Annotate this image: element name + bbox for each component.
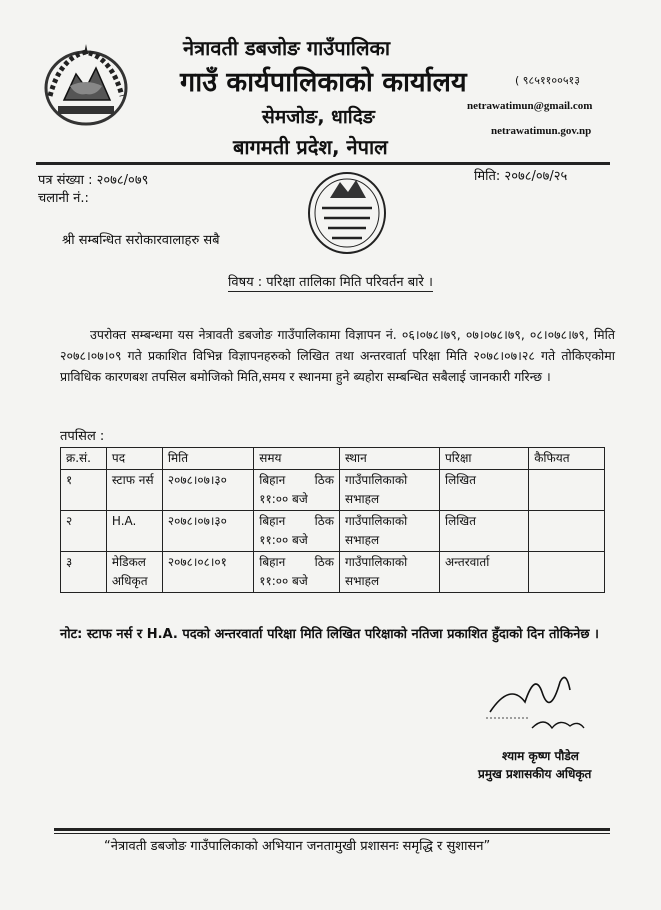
- schedule-label: तपसिल :: [60, 429, 105, 444]
- cell-date: २०७८।०७।३०: [162, 511, 253, 552]
- province-line: बागमती प्रदेश, नेपाल: [233, 135, 388, 159]
- cell-remarks: [529, 552, 605, 593]
- cell-sn: १: [61, 470, 107, 511]
- recipient-line: श्री सम्बन्धित सरोकारवालाहरु सबै: [62, 233, 220, 248]
- cell-remarks: [529, 470, 605, 511]
- cell-place: गाउँपालिकाको सभाहल: [339, 470, 439, 511]
- time-exact: ठिक: [314, 514, 334, 528]
- cell-remarks: [529, 511, 605, 552]
- col-header-exam: परिक्षा: [439, 448, 528, 470]
- signatory-title: प्रमुख प्रशासकीय अधिकृत: [478, 767, 592, 781]
- body-paragraph: उपरोक्त सम्बन्धमा यस नेत्रावती डबजोङ गाउँपालिकामा विज्ञापन नं. ०६।०७८।७९, ०७।०७८।७९, ०८।०७८।७९, मिति २०७८।०७।०९ गते प्रकाशित विभिन्न विज्ञापनहरुको लिखित तथा अन्तरवार्ता परिक्षा मिति २०७८।०७।२८ गते तोकिएकोमा प्राविधिक कारणबश तपसिल बमोजिको मिति,समय र स्थानमा हुने ब्यहोरा सम्बन्धित सबैलाई जानकारी गरिन्छ ।: [60, 327, 615, 384]
- header-divider: [36, 162, 610, 165]
- subject-text: विषय : परिक्षा तालिका मिति परिवर्तन बारे ।: [228, 275, 433, 290]
- col-header-post: पद: [106, 448, 162, 470]
- cell-place: गाउँपालिकाको सभाहल: [339, 511, 439, 552]
- subject-line: [228, 272, 433, 290]
- time-period: बिहान: [259, 555, 286, 569]
- cell-time: [254, 552, 340, 593]
- cell-time: [254, 511, 340, 552]
- municipality-name: नेत्रावती डबजोङ गाउँपालिका: [183, 36, 391, 60]
- col-header-sn: क्र.सं.: [61, 448, 107, 470]
- cell-sn: २: [61, 511, 107, 552]
- footer-divider: [54, 828, 610, 831]
- table-header-row: [61, 448, 605, 470]
- office-name: गाउँ कार्यपालिकाको कार्यालय: [180, 67, 467, 98]
- col-header-time: समय: [254, 448, 340, 470]
- office-stamp-icon: [300, 168, 395, 258]
- time-clock: ११:०० बजे: [259, 533, 308, 547]
- time-clock: ११:०० बजे: [259, 492, 308, 506]
- letter-date: मिति: २०७८/०७/२५: [474, 169, 568, 184]
- nepal-emblem-icon: [40, 38, 132, 130]
- cell-exam: लिखित: [439, 511, 528, 552]
- note-paragraph: नोट: स्टाफ नर्स र H.A. पदको अन्तरवार्ता परिक्षा मिति लिखित परिक्षाको नतिजा प्रकाशित हुँदाको दिन तोकिनेछ ।: [60, 627, 599, 642]
- time-period: बिहान: [259, 514, 286, 528]
- cell-place: गाउँपालिकाको सभाहल: [339, 552, 439, 593]
- cell-exam: लिखित: [439, 470, 528, 511]
- col-header-date: मिति: [162, 448, 253, 470]
- table-row: [61, 511, 605, 552]
- cell-post: H.A.: [106, 511, 162, 552]
- cell-date: २०७८।०८।०१: [162, 552, 253, 593]
- phone-number: ( ९८५११००५१३: [515, 74, 580, 87]
- footer-slogan: “नेत्रावती डबजोङ गाउँपालिकाको अभियान जनतामुखी प्रशासनः समृद्धि र सुशासन”: [104, 839, 491, 854]
- address-line: सेमजोङ, धादिङ: [262, 106, 375, 128]
- signatory-name: श्याम कृष्ण पौडेल: [502, 749, 579, 763]
- cell-post: स्टाफ नर्स: [106, 470, 162, 511]
- cell-post: मेडिकल अधिकृत: [106, 552, 162, 593]
- footer-divider-thin: [54, 833, 610, 834]
- time-clock: ११:०० बजे: [259, 574, 308, 588]
- email-address: netrawatimun@gmail.com: [467, 100, 593, 112]
- time-exact: ठिक: [314, 473, 334, 487]
- dispatch-number: चलानी नं.:: [38, 191, 89, 206]
- cell-time: [254, 470, 340, 511]
- cell-sn: ३: [61, 552, 107, 593]
- cell-date: २०७८।०७।३०: [162, 470, 253, 511]
- table-row: [61, 470, 605, 511]
- handwritten-signature: [480, 662, 590, 742]
- col-header-remarks: कैफियत: [529, 448, 605, 470]
- letter-number: पत्र संख्या : २०७८/०७९: [38, 173, 149, 188]
- website-address: netrawatimun.gov.np: [491, 125, 592, 137]
- col-header-place: स्थान: [339, 448, 439, 470]
- schedule-table: [60, 447, 605, 593]
- time-exact: ठिक: [314, 555, 334, 569]
- table-row: [61, 552, 605, 593]
- cell-exam: अन्तरवार्ता: [439, 552, 528, 593]
- time-period: बिहान: [259, 473, 286, 487]
